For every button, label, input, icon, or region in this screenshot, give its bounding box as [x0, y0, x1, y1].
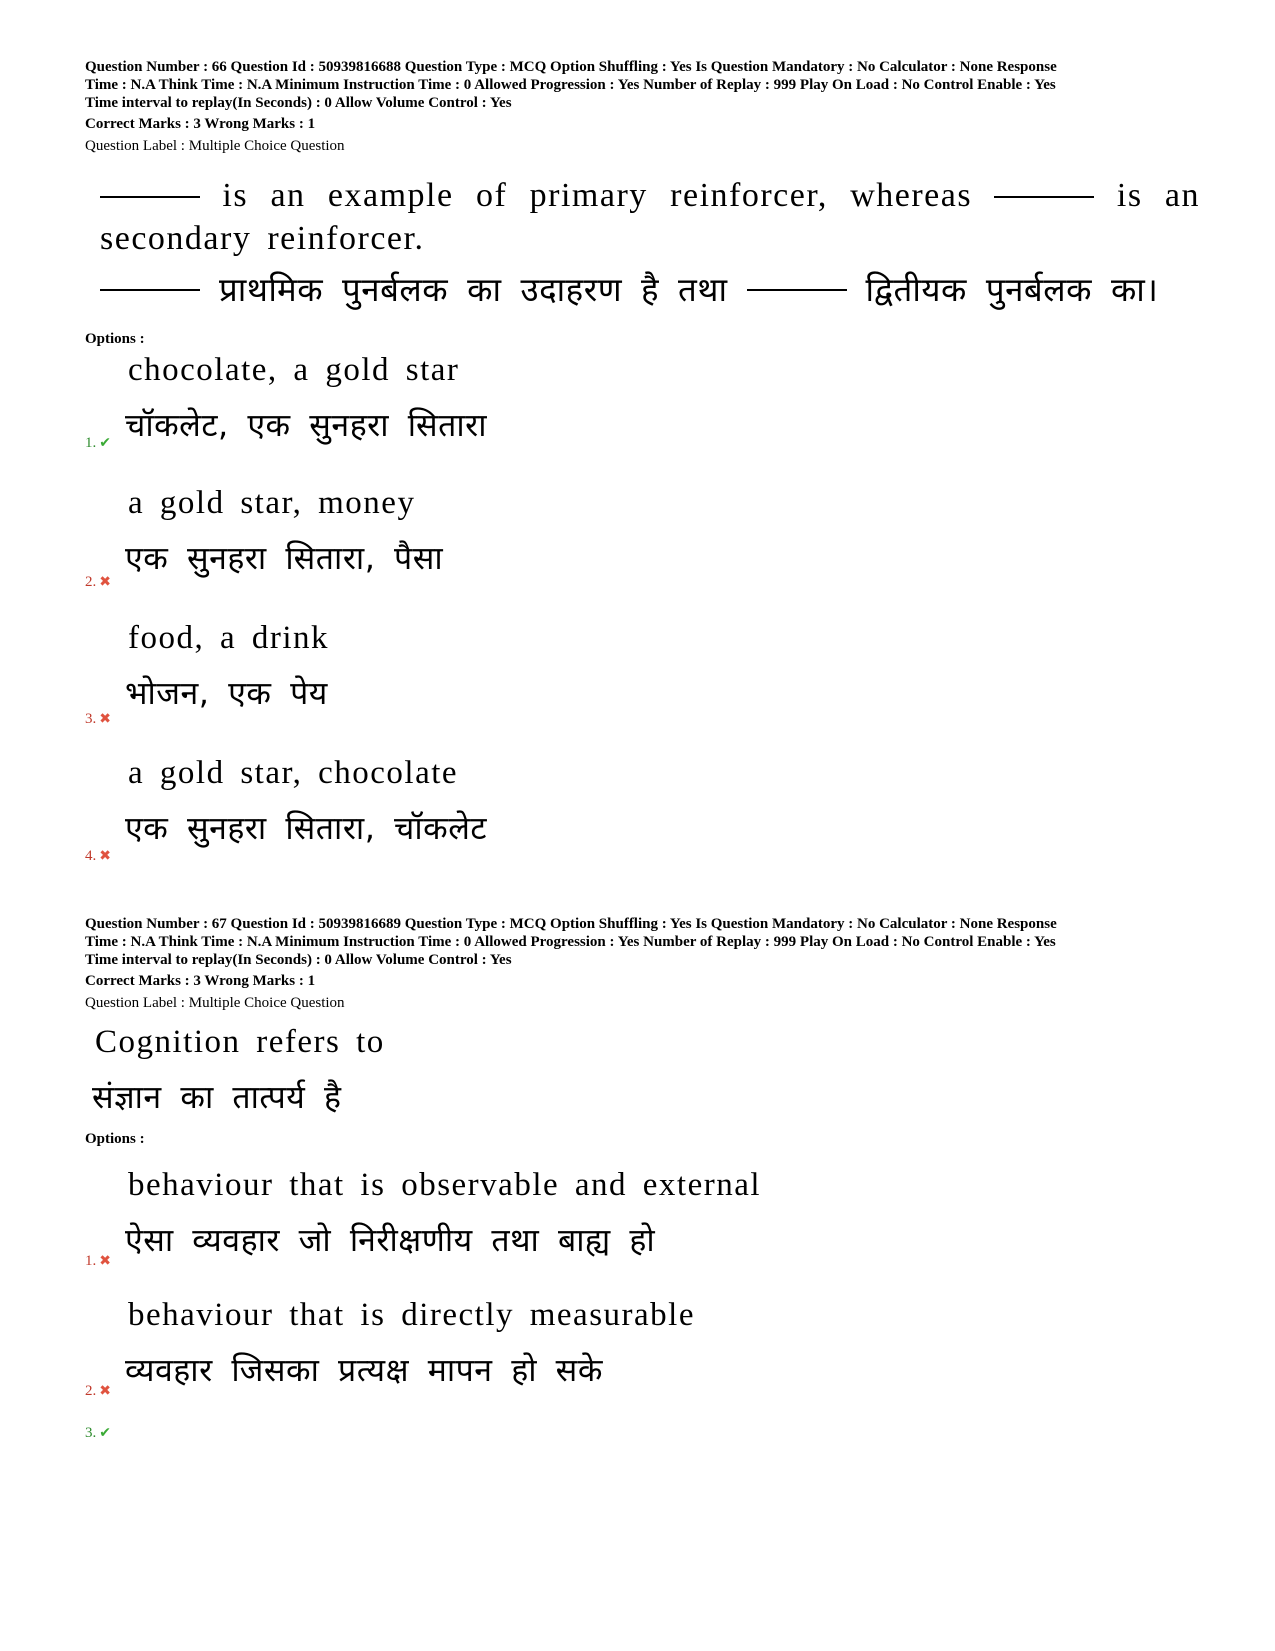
question-67-marks: Correct Marks : 3 Wrong Marks : 1 — [85, 973, 316, 989]
cross-icon: ✖ — [99, 574, 111, 590]
check-icon: ✔ — [99, 1425, 111, 1441]
fill-blank — [100, 289, 200, 291]
question-67-stem-hindi: संज्ञान का तात्पर्य है — [92, 1078, 342, 1116]
question-66-stem-hindi — [100, 270, 1158, 310]
question-67-stem-english: Cognition refers to — [95, 1024, 385, 1060]
option-number-label: 2. — [85, 574, 97, 590]
option-text-english[interactable]: behaviour that is observable and external — [128, 1167, 762, 1203]
option-number-label: 2. — [85, 1383, 97, 1399]
stem-text: is an example of primary reinforcer, whereas — [222, 177, 973, 214]
option-number — [85, 710, 111, 728]
stem-text: प्राथमिक पुनर्बलक का उदाहरण है तथा — [219, 270, 728, 309]
fill-blank — [747, 289, 847, 291]
cross-icon: ✖ — [99, 1383, 111, 1399]
option-number — [85, 1252, 111, 1270]
option-text-english[interactable]: a gold star, money — [128, 485, 416, 521]
meta-line: Question Number : 67 Question Id : 50939816689 Question Type : MCQ Option Shuffling : Yes Is Question Mandatory : No Calculator : None Response — [85, 916, 1057, 932]
option-text-english[interactable]: behaviour that is directly measurable — [128, 1297, 695, 1333]
option-text-hindi[interactable]: एक सुनहरा सितारा, पैसा — [125, 539, 444, 577]
check-icon: ✔ — [99, 435, 111, 451]
option-number — [85, 1424, 111, 1442]
cross-icon: ✖ — [99, 848, 111, 864]
question-67-label: Question Label : Multiple Choice Question — [85, 995, 345, 1011]
option-text-hindi[interactable]: भोजन, एक पेय — [125, 674, 328, 712]
option-number-label: 3. — [85, 711, 97, 727]
option-number-label: 1. — [85, 435, 97, 451]
option-text-english[interactable]: a gold star, chocolate — [128, 755, 459, 791]
option-text-english[interactable]: food, a drink — [128, 620, 330, 656]
stem-text: द्वितीयक पुनर्बलक का। — [865, 270, 1159, 309]
meta-line: Time interval to replay(In Seconds) : 0 Allow Volume Control : Yes — [85, 95, 512, 111]
question-66-options-label: Options : — [85, 331, 145, 347]
option-number-label: 1. — [85, 1253, 97, 1269]
fill-blank — [994, 196, 1094, 198]
option-number — [85, 847, 111, 865]
cross-icon: ✖ — [99, 1253, 111, 1269]
meta-line: Time : N.A Think Time : N.A Minimum Instruction Time : 0 Allowed Progression : Yes Number of Replay : 999 Play On Load : No Control Enable : Yes — [85, 77, 1056, 93]
option-number — [85, 1382, 111, 1400]
option-number-label: 4. — [85, 848, 97, 864]
option-text-hindi[interactable]: चॉकलेट, एक सुनहरा सितारा — [125, 406, 488, 444]
option-text-hindi[interactable]: एक सुनहरा सितारा, चॉकलेट — [125, 809, 488, 847]
meta-line: Question Number : 66 Question Id : 50939816688 Question Type : MCQ Option Shuffling : Yes Is Question Mandatory : No Calculator : None Response — [85, 59, 1057, 75]
option-text-english[interactable]: chocolate, a gold star — [128, 352, 460, 388]
question-66-label: Question Label : Multiple Choice Question — [85, 138, 345, 154]
question-67-options-label: Options : — [85, 1131, 145, 1147]
cross-icon: ✖ — [99, 711, 111, 727]
stem-text: is an secondary reinforcer. — [100, 177, 1201, 257]
option-text-hindi[interactable]: ऐसा व्यवहार जो निरीक्षणीय तथा बाह्य हो — [125, 1221, 656, 1259]
meta-line: Time : N.A Think Time : N.A Minimum Instruction Time : 0 Allowed Progression : Yes Number of Replay : 999 Play On Load : No Control Enable : Yes — [85, 934, 1056, 950]
option-number — [85, 434, 111, 452]
option-number-label: 3. — [85, 1425, 97, 1441]
question-66-marks: Correct Marks : 3 Wrong Marks : 1 — [85, 116, 316, 132]
meta-line: Time interval to replay(In Seconds) : 0 Allow Volume Control : Yes — [85, 952, 512, 968]
option-text-hindi[interactable]: व्यवहार जिसका प्रत्यक्ष मापन हो सके — [125, 1351, 603, 1389]
question-66-stem-english — [100, 174, 1200, 260]
fill-blank — [100, 196, 200, 198]
question-67-metadata — [85, 915, 1195, 969]
question-66-metadata — [85, 58, 1195, 112]
option-number — [85, 573, 111, 591]
